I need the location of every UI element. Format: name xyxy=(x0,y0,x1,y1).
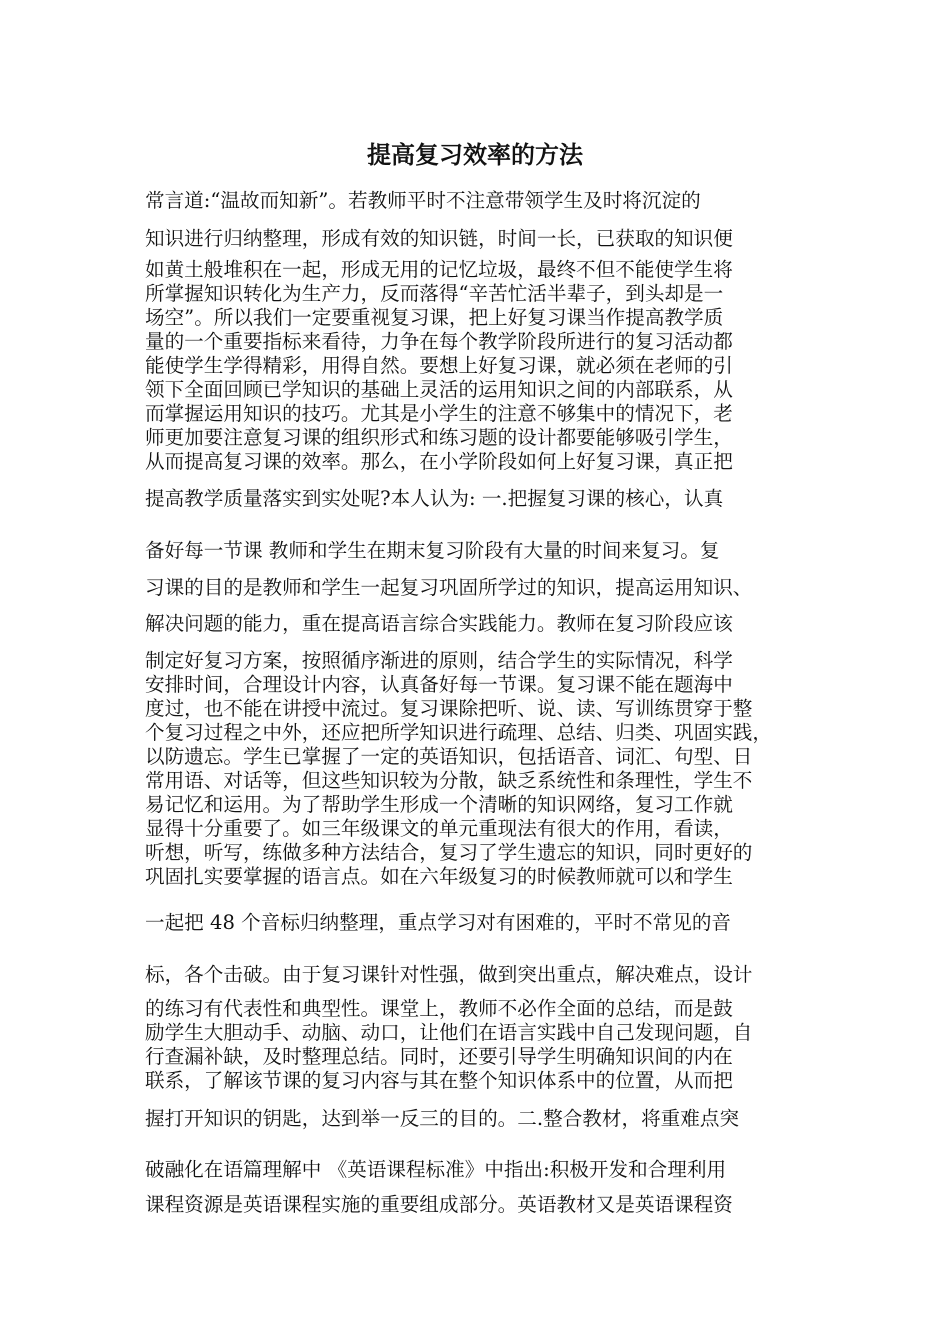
body-line: 听想，听写，练做多种方法结合，复习了学生遗忘的知识，同时更好的 xyxy=(145,841,753,864)
body-line: 所掌握知识转化为生产力，反而落得“辛苦忙活半辈子，到头却是一 xyxy=(145,282,724,305)
body-line: 标，各个击破。由于复习课针对性强，做到突出重点，解决难点，设计 xyxy=(145,963,753,986)
body-line: 能使学生学得精彩，用得自然。要想上好复习课，就必须在老师的引 xyxy=(145,354,733,377)
body-line: 个复习过程之中外，还应把所学知识进行疏理、总结、归类、巩固实践， xyxy=(145,721,772,744)
body-line: 师更加要注意复习课的组织形式和练习题的设计都要能够吸引学生， xyxy=(145,426,733,449)
body-line: 课程资源是英语课程实施的重要组成部分。英语教材又是英语课程资 xyxy=(145,1193,733,1216)
body-line: 量的一个重要指标来看待，力争在每个教学阶段所进行的复习活动都 xyxy=(145,330,733,353)
body-line: 如黄土般堆积在一起，形成无用的记忆垃圾，最终不但不能使学生将 xyxy=(145,258,733,281)
body-line: 握打开知识的钥匙，达到举一反三的目的。二.整合教材，将重难点突 xyxy=(145,1107,740,1130)
body-line: 习课的目的是教师和学生一起复习巩固所学过的知识，提高运用知识、 xyxy=(145,576,753,599)
body-line: 联系，了解该节课的复习内容与其在整个知识体系中的位置，从而把 xyxy=(145,1069,733,1092)
body-line: 常言道:“温故而知新”。若教师平时不注意带领学生及时将沉淀的 xyxy=(145,189,701,212)
body-line: 的练习有代表性和典型性。课堂上，教师不必作全面的总结，而是鼓 xyxy=(145,997,733,1020)
body-line: 易记忆和运用。为了帮助学生形成一个清晰的知识网络，复习工作就 xyxy=(145,793,733,816)
document-title: 提高复习效率的方法 xyxy=(367,140,583,169)
body-line: 巩固扎实要掌握的语言点。如在六年级复习的时候教师就可以和学生 xyxy=(145,865,733,888)
body-line: 显得十分重要了。如三年级课文的单元重现法有很大的作用，看读， xyxy=(145,817,733,840)
body-line: 常用语、对话等，但这些知识较为分散，缺乏系统性和条理性，学生不 xyxy=(145,769,753,792)
body-line: 一起把 48 个音标归纳整理，重点学习对有困难的，平时不常见的音 xyxy=(145,911,732,934)
body-line: 备好每一节课 教师和学生在期末复习阶段有大量的时间来复习。复 xyxy=(145,539,720,562)
body-line: 励学生大胆动手、动脑、动口，让他们在语言实践中自己发现问题，自 xyxy=(145,1021,753,1044)
body-line: 提高教学质量落实到实处呢?本人认为: 一.把握复习课的核心，认真 xyxy=(145,487,724,510)
body-line: 场空”。所以我们一定要重视复习课，把上好复习课当作提高教学质 xyxy=(145,306,724,329)
body-line: 领下全面回顾已学知识的基础上灵活的运用知识之间的内部联系，从 xyxy=(145,378,733,401)
body-line: 制定好复习方案，按照循序渐进的原则，结合学生的实际情况，科学 xyxy=(145,649,733,672)
body-line: 安排时间，合理设计内容，认真备好每一节课。复习课不能在题海中 xyxy=(145,673,733,696)
body-line: 而掌握运用知识的技巧。尤其是小学生的注意不够集中的情况下，老 xyxy=(145,402,733,425)
body-line: 知识进行归纳整理，形成有效的知识链，时间一长，已获取的知识便 xyxy=(145,227,733,250)
body-line: 以防遗忘。学生已掌握了一定的英语知识，包括语音、词汇、句型、日 xyxy=(145,745,753,768)
body-line: 度过，也不能在讲授中流过。复习课除把听、说、读、写训练贯穿于整 xyxy=(145,697,753,720)
body-line: 行查漏补缺，及时整理总结。同时，还要引导学生明确知识间的内在 xyxy=(145,1045,733,1068)
body-line: 解决问题的能力，重在提高语言综合实践能力。教师在复习阶段应该 xyxy=(145,612,733,635)
body-line: 从而提高复习课的效率。那么，在小学阶段如何上好复习课，真正把 xyxy=(145,450,733,473)
body-line: 破融化在语篇理解中 《英语课程标准》中指出:积极开发和合理利用 xyxy=(145,1158,727,1181)
